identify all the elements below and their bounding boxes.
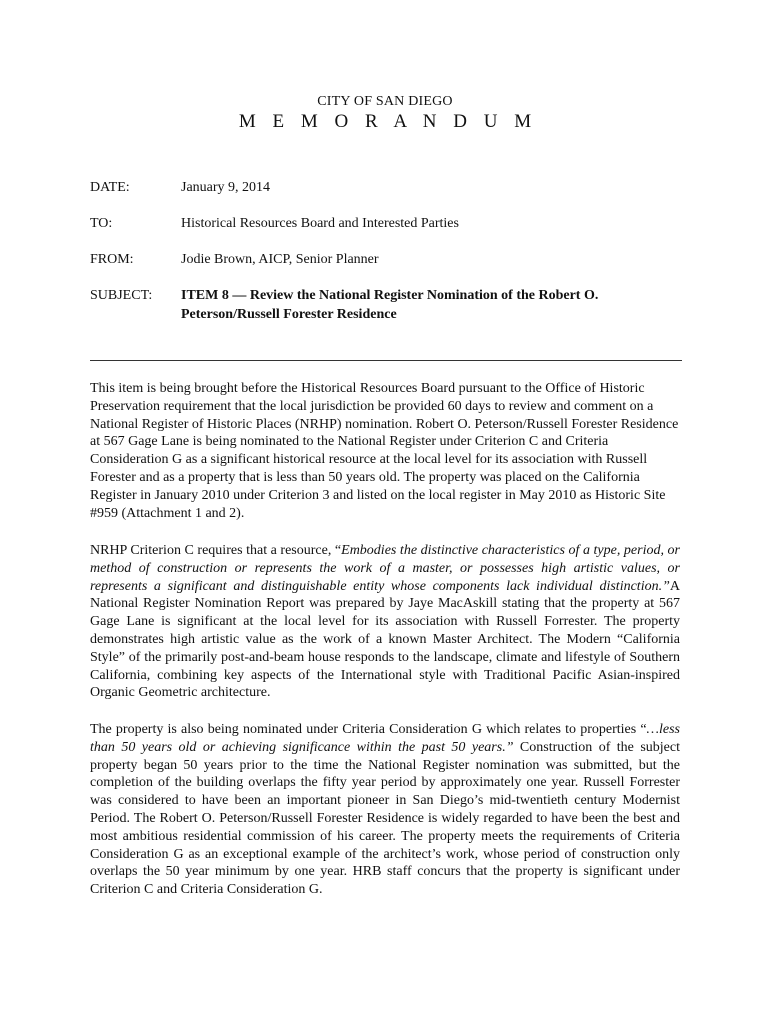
memorandum-title: M E M O R A N D U M [238, 111, 538, 132]
section-divider [90, 360, 682, 361]
date-label: DATE: [90, 180, 130, 195]
to-value: Historical Resources Board and Interested Parties [181, 216, 459, 231]
date-value: January 9, 2014 [181, 180, 271, 195]
from-value: Jodie Brown, AICP, Senior Planner [181, 252, 379, 267]
subject-value: ITEM 8 — Review the National Register Nomination of the Robert O. Peterson/Russell Forester Residence [181, 288, 599, 322]
p3-rest: Construction of the subject property began 50 years prior to the time the National Register nomination was submitted, but the completion of the building overlaps the fifty year period by approximately one year. Russell Forrester was considered to have been an important pioneer in San Diego’s mid-twentieth century Modernist Period. The Robert O. Peterson/Russell Forester Residence is widely regarded to have been the best and most ambitious residential commission of his career. The property meets the requirements of Criteria Consideration G as an exceptional example of the architect’s work, whose period of construction only overlaps the 50 year minimum by one year. HRB staff concurs that the property is significant under Criterion C and Criteria Consideration G. [90, 739, 680, 898]
body-paragraph-2 [90, 542, 680, 702]
to-label: TO: [90, 216, 113, 231]
p3-consideration-quote: …less than 50 years old or achieving significance within the past 50 years.” [90, 722, 680, 755]
p2-intro: NRHP Criterion C requires that a resource, “ [90, 543, 342, 558]
p2-criterion-quote: Embodies the distinctive characteristics of a type, period, or method of construction or represents the work of a master, or possesses high artistic values, or represents a significant and distinguishable entity whose components lack individual distinction.” [90, 543, 680, 594]
body-paragraph-3 [90, 721, 680, 899]
from-label: FROM: [90, 252, 134, 267]
p2-rest: A National Register Nomination Report was prepared by Jaye MacAskill stating that the property at 567 Gage Lane is significant at the local level for its association with Russell Forrester. The property demonstrates high artistic value as the work of a known Master Architect. The Modern “California Style” of the primarily post-and-beam house responds to the landscape, climate and lifestyle of Southern California, combining key aspects of the International style with Traditional Pacific Asian-inspired Organic Geometric architecture. [90, 578, 680, 701]
subject-label: SUBJECT: [90, 288, 153, 303]
body-paragraph-1: This item is being brought before the Historical Resources Board pursuant to the Office of Historic Preservation requirement that the local jurisdiction be provided 60 days to review and comment on a National Register of Historic Places (NRHP) nomination. Robert O. Peterson/Russell Forester Residence at 567 Gage Lane is being nominated to the National Register under Criterion C and Criteria Consideration G as a significant historical resource at the local level for its association with Russell Forester and as a property that is less than 50 years old. The property was placed on the California Register in January 2010 under Criterion 3 and listed on the local register in May 2010 as Historic Site #959 (Attachment 1 and 2). [90, 381, 679, 521]
p3-intro: The property is also being nominated under Criteria Consideration G which relates to properties “ [90, 722, 647, 737]
city-heading: CITY OF SAN DIEGO [317, 94, 453, 109]
